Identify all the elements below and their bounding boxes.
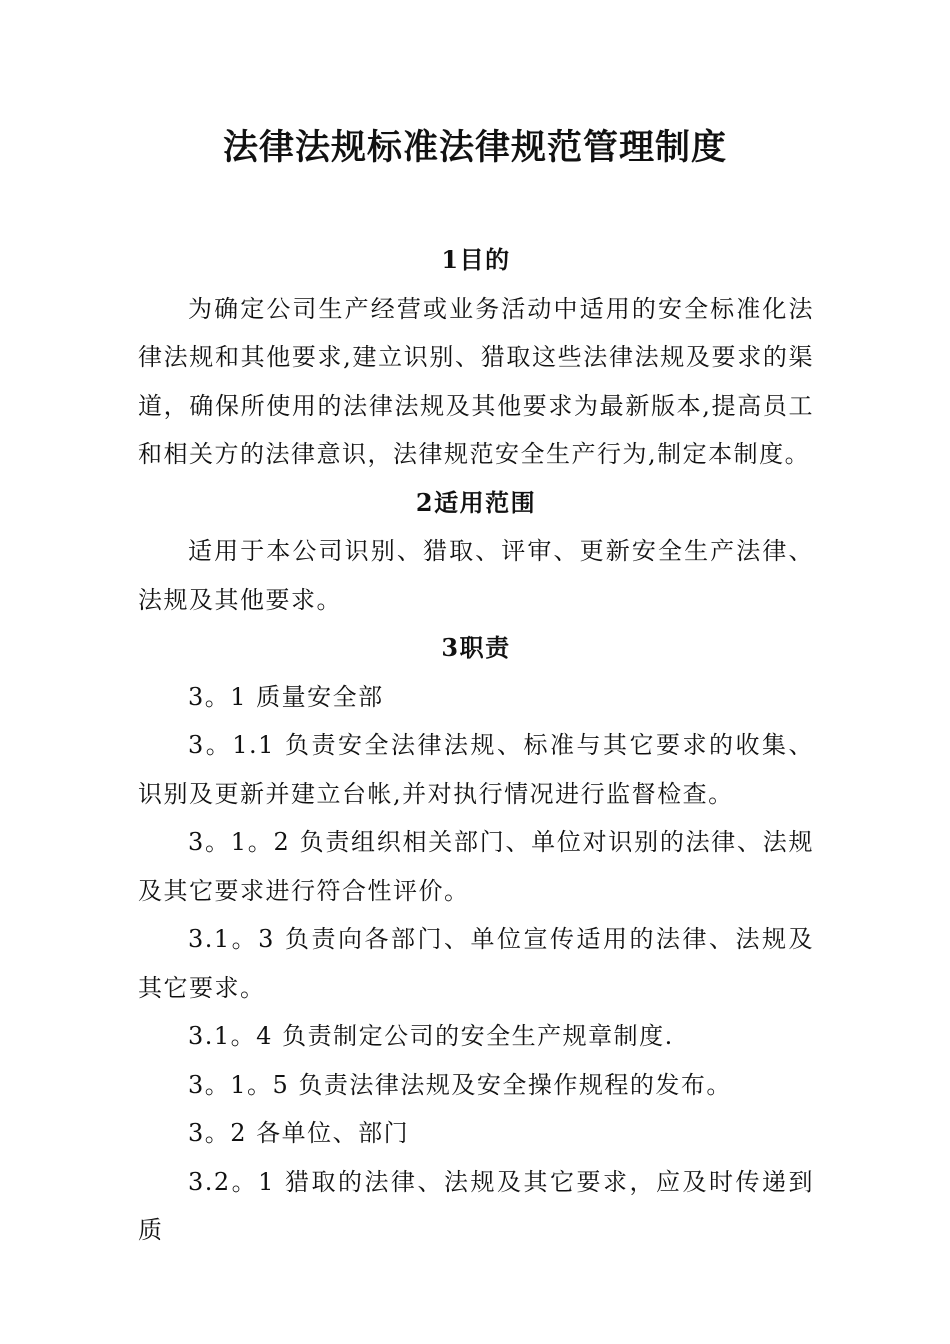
paragraph: 3.1。3 负责向各部门、单位宣传适用的法律、法规及其它要求。 (138, 925, 814, 1002)
section-purpose (138, 236, 814, 479)
paragraph: 3。1 质量安全部 (188, 682, 384, 711)
section-heading: 3职责 (441, 633, 511, 662)
paragraph: 3。1.1 负责安全法律法规、标准与其它要求的收集、识别及更新并建立台帐,并对执行情况进行监督检查。 (138, 731, 814, 808)
section-heading: 2适用范围 (415, 487, 537, 517)
paragraph: 3.1。4 负责制定公司的安全生产规章制度. (188, 1022, 674, 1050)
section-heading: 1目的 (441, 245, 511, 274)
paragraph: 适用于本公司识别、猎取、评审、更新安全生产法律、法规及其他要求。 (138, 537, 814, 614)
paragraph: 3。1。2 负责组织相关部门、单位对识别的法律、法规及其它要求进行符合性评价。 (138, 828, 814, 905)
paragraph: 3。2 各单位、部门 (188, 1119, 410, 1147)
paragraph: 为确定公司生产经营或业务活动中适用的安全标准化法律法规和其他要求,建立识别、猎取这些法律法规及要求的渠道，确保所使用的法律法规及其他要求为最新版本,提高员工和相关方的法律意识，法律规范安全生产行为,制定本制度。 (138, 294, 814, 468)
document-title: 法律法规标准法律规范管理制度 (222, 127, 727, 168)
paragraph: 3。1。5 负责法律法规及安全操作规程的发布。 (188, 1070, 732, 1099)
paragraph: 3.2。1 猎取的法律、法规及其它要求，应及时传递到质 (138, 1167, 814, 1244)
document-body (138, 236, 814, 1255)
section-scope (138, 479, 814, 625)
section-responsibilities (138, 624, 814, 1255)
